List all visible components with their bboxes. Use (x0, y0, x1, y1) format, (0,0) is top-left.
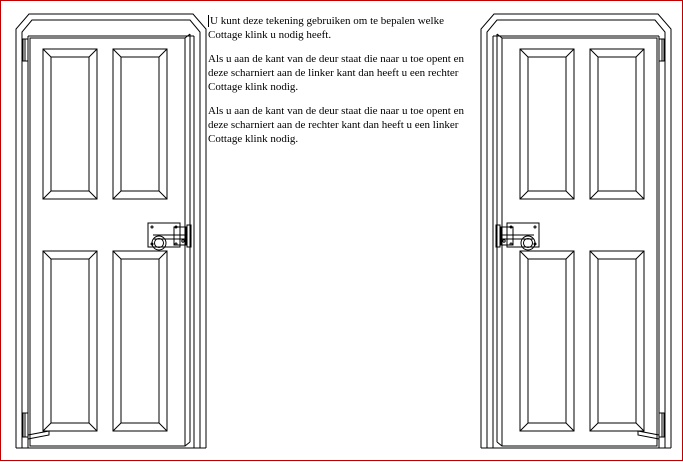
text-cursor (208, 15, 209, 27)
left-door-diagram (15, 1, 207, 462)
hinge-bottom (23, 413, 49, 439)
door-leaf (497, 34, 657, 446)
intro-paragraph (208, 14, 478, 42)
hinge-top (659, 39, 664, 61)
panel-bottom-left (43, 251, 97, 431)
left-hinge-paragraph: Als u aan de kant van de deur staat die naar u toe opent en deze scharniert aan de linker kant dan heeft u een rechter Cottage klink nodig. (208, 53, 464, 93)
panel-top-right (520, 49, 574, 199)
right-hinge-paragraph: Als u aan de kant van de deur staat die naar u toe opent en deze scharniert aan de rechter kant dan heeft u een linker Cottage klink nodig. (208, 105, 464, 145)
panel-bottom-right (113, 251, 167, 431)
hinge-bottom (638, 413, 664, 439)
intro-text: U kunt deze tekening gebruiken om te bepalen welke Cottage klink u nodig heeft. (208, 15, 444, 41)
panel-top-right (113, 49, 167, 199)
instruction-text (208, 14, 478, 156)
panel-bottom-right (520, 251, 574, 431)
door-frame (481, 14, 671, 448)
hinge-top (23, 39, 28, 61)
panel-top-left (590, 49, 644, 199)
panel-top-left (43, 49, 97, 199)
door-leaf (30, 34, 190, 446)
right-door-diagram (480, 1, 672, 462)
panel-bottom-left (590, 251, 644, 431)
door-frame (16, 14, 206, 448)
